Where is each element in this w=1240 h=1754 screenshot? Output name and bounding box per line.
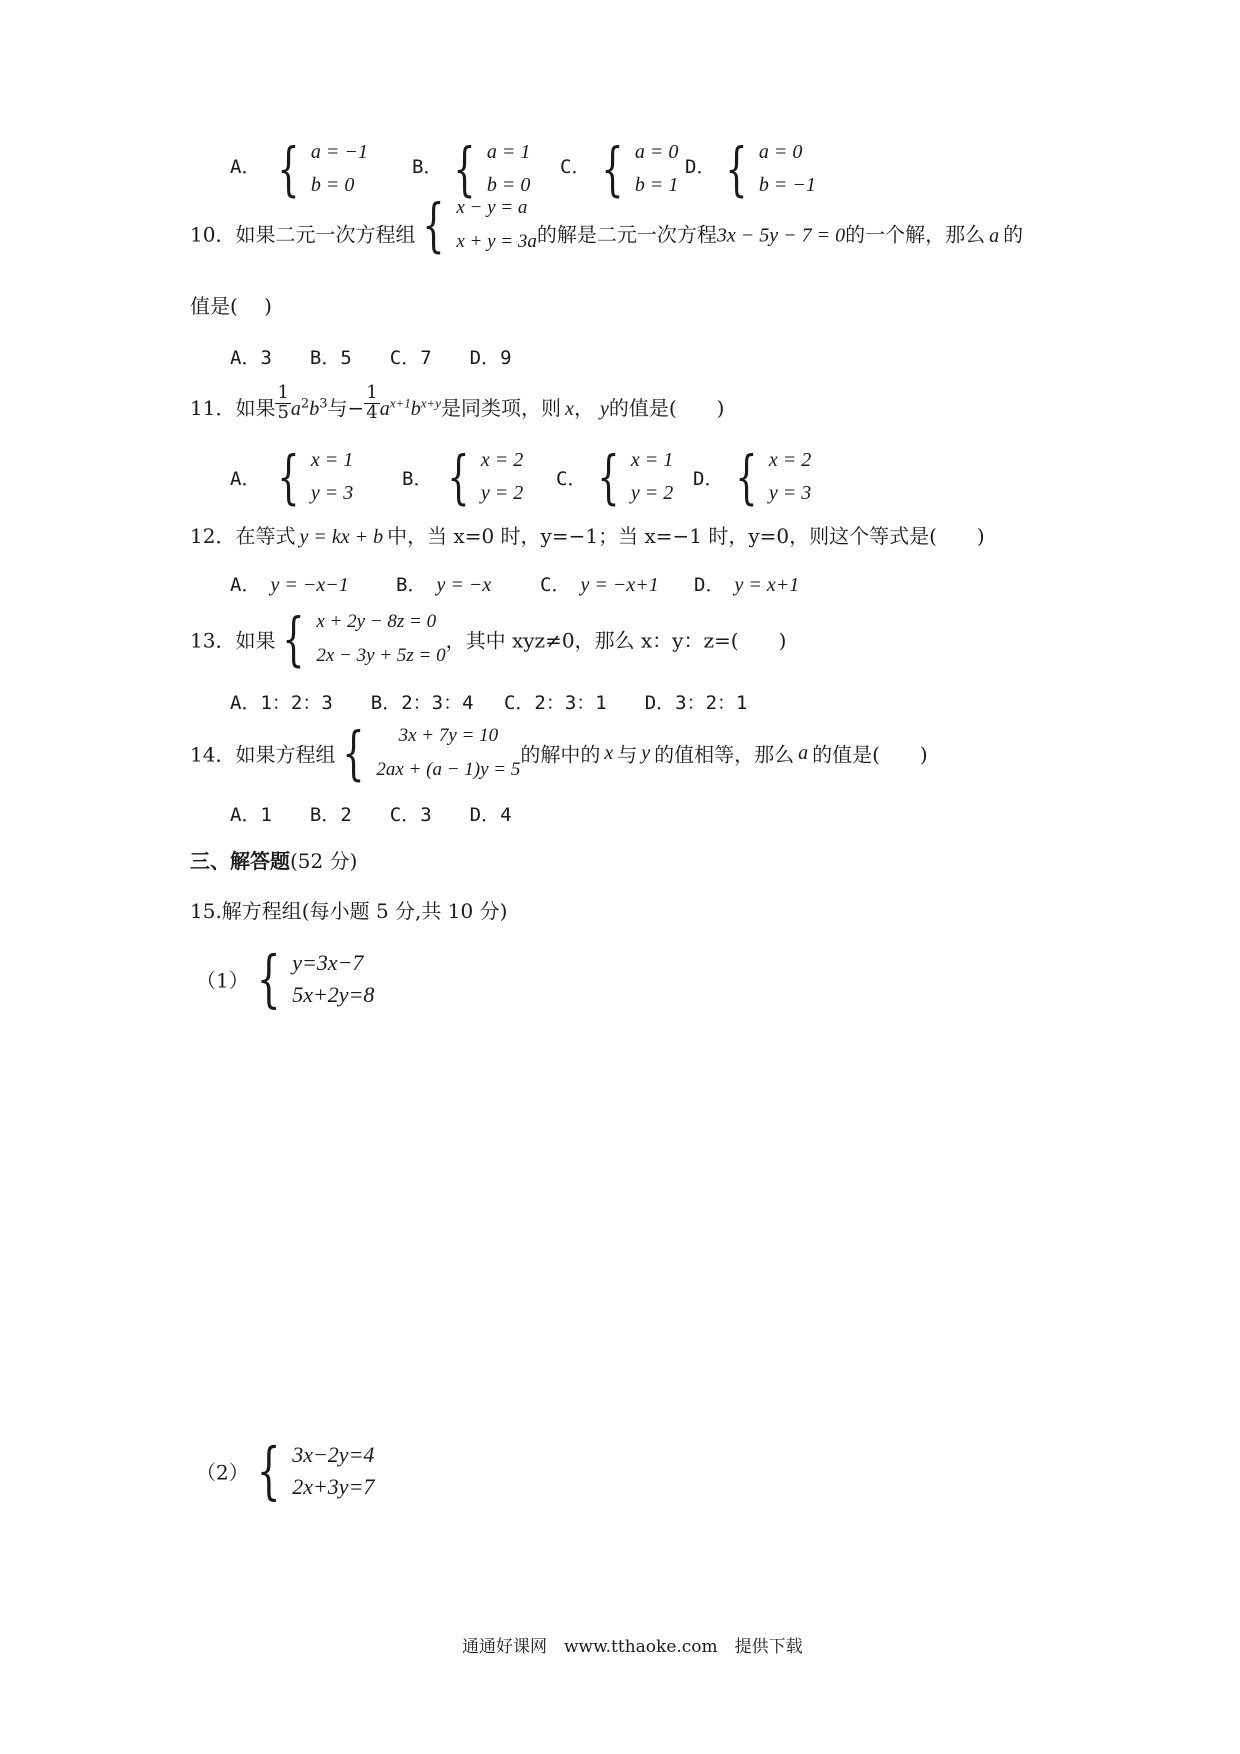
q11-option-a: A． bbox=[230, 468, 261, 490]
q11-fraction-1: $\frac{1}{5}$ bbox=[277, 382, 289, 423]
q11-fraction-2: $\frac{1}{4}$ bbox=[366, 382, 378, 423]
q15-part-2-system: { 3x−2y=4 2x+3y=7 bbox=[256, 1434, 375, 1507]
q11-question: 11．如果 $\frac{1}{5}$ $a^2b^3$与− $\frac{1}{4}$ $a^{x+1}b^{x+y}$是同类项，则 x， y的值是( ) bbox=[190, 382, 725, 423]
q13-question: 13．如果 { x + 2y − 8z = 0 2x − 3y + 5z = 0 ，其中 xyz≠0，那么 x：y：z=( ) bbox=[190, 605, 787, 673]
q9-option-a: A． bbox=[230, 156, 261, 178]
q13-options: A．1：2：3 B．2：3：4 C．2：3：1 D．3：2：1 bbox=[230, 692, 748, 714]
q15-title: 15.解方程组(每小题 5 分,共 10 分) bbox=[190, 899, 508, 923]
q9-option-b: B． bbox=[412, 156, 443, 178]
q9-option-a-system: { a = −1 b = 0 bbox=[277, 135, 368, 203]
q9-option-c: C． bbox=[560, 156, 591, 178]
q12-option-c: C． y = −x+1 bbox=[540, 574, 659, 596]
section-3-heading: 三、解答题(52 分) bbox=[190, 849, 358, 873]
q11-option-c: C． bbox=[556, 468, 587, 490]
q15-part-1-system: { y=3x−7 5x+2y=8 bbox=[256, 942, 375, 1015]
q14-system: { 3x + 7y = 10 2ax + (a − 1)y = 5 bbox=[342, 719, 521, 787]
q9-option-d: D． bbox=[685, 156, 716, 178]
q14-question: 14．如果方程组 { 3x + 7y = 10 2ax + (a − 1)y = 5 的解中的 x 与 y 的值相等，那么 a 的值是( ) bbox=[190, 719, 928, 787]
q11-option-b: B． bbox=[402, 468, 433, 490]
q10-question: 10．如果二元一次方程组 { x − y = a x + y = 3a 的解是二元一次方程3x − 5y − 7 = 0的一个解，那么 a 的 bbox=[190, 191, 1024, 259]
page-footer: 通通好课网 www.tthaoke.com 提供下载 bbox=[462, 1637, 803, 1657]
q11-option-b-system: { x = 2 y = 2 bbox=[447, 443, 524, 511]
q12-option-b: B． y = −x bbox=[396, 574, 492, 596]
q9-option-b-system: { a = 1 b = 0 bbox=[453, 135, 531, 203]
q15-part-1: （1） { y=3x−7 5x+2y=8 bbox=[196, 942, 375, 1015]
q12-option-a: A． y = −x−1 bbox=[230, 574, 349, 596]
q9-option-c-system: { a = 0 b = 1 bbox=[601, 135, 679, 203]
q15-part-2: （2） { 3x−2y=4 2x+3y=7 bbox=[196, 1434, 375, 1507]
q10-options: A．3 B．5 C．7 D．9 bbox=[230, 347, 512, 369]
q11-option-c-system: { x = 1 y = 2 bbox=[597, 443, 674, 511]
q10-system: { x − y = a x + y = 3a bbox=[422, 191, 537, 259]
q14-options: A．1 B．2 C．3 D．4 bbox=[230, 804, 512, 826]
q12-option-d: D． y = x+1 bbox=[694, 574, 800, 596]
q11-option-a-system: { x = 1 y = 3 bbox=[277, 443, 354, 511]
q12-question: 12．在等式 y = kx + b 中，当 x=0 时，y=−1；当 x=−1 时，y=0，则这个等式是( ) bbox=[190, 524, 985, 548]
q9-option-d-system: { a = 0 b = −1 bbox=[725, 135, 816, 203]
q13-system: { x + 2y − 8z = 0 2x − 3y + 5z = 0 bbox=[282, 605, 446, 673]
q11-option-d-system: { x = 2 y = 3 bbox=[735, 443, 812, 511]
q11-option-d: D． bbox=[693, 468, 724, 490]
q10-line2: 值是( ) bbox=[190, 294, 272, 318]
